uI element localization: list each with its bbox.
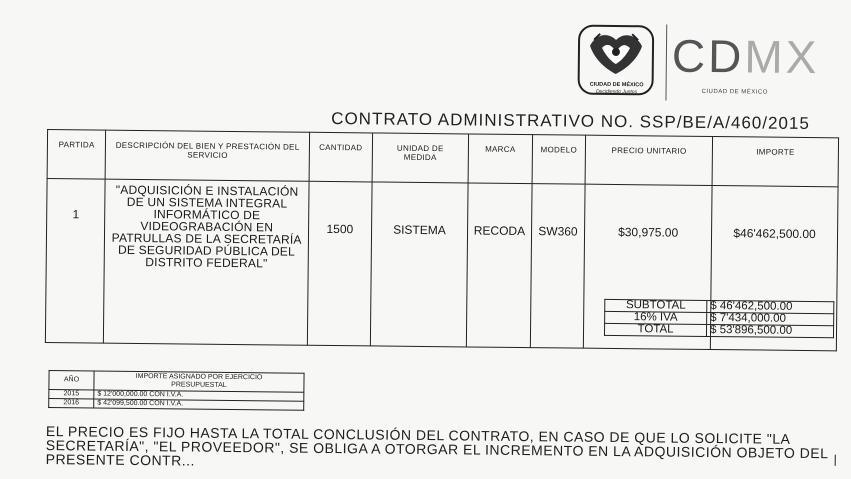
col-modelo: MODELO: [532, 135, 586, 185]
brand-subtitle: CIUDAD DE MÉXICO: [701, 88, 768, 96]
seal-caption: CIUDAD DE MÉXICO: [589, 81, 644, 89]
iva-label: 16% IVA: [605, 311, 707, 324]
cell-cantidad: 1500: [307, 181, 371, 346]
table-header-row: [47, 130, 838, 187]
budget-table: [48, 370, 304, 411]
logo-divider: [665, 25, 667, 101]
col-precio: PRECIO UNITARIO: [585, 135, 712, 185]
iva-value: $ 7'434,000.00: [707, 312, 834, 325]
cell-marca: RECODA: [466, 183, 531, 348]
seal-motto: Decidiendo Juntos: [595, 88, 638, 96]
budget-amount: $ 12'000,000.00 CON I.V.A.: [94, 390, 304, 401]
brand-cd: CD: [671, 29, 745, 83]
cell-modelo: SW360: [530, 184, 585, 349]
cell-importe: $46'462,500.00: [710, 185, 838, 350]
budget-col-year: AÑO: [49, 371, 94, 390]
cell-unidad: SISTEMA: [370, 182, 468, 347]
price-clause-paragraph: EL PRECIO ES FIJO HASTA LA TOTAL CONCLUSIÓN DEL CONTRATO, EN CASO DE QUE LO SOLICITE "LA SECRETARÍA", "EL PROVEEDOR", SE OBLIGA A OTORGAR EL INCREMENTO EN LA ADQUISICIÓN OBJETO DEL PRESENTE CONTR...: [45, 423, 828, 469]
subtotal-label: SUBTOTAL: [605, 299, 707, 312]
col-partida: PARTIDA: [47, 130, 106, 180]
total-label: TOTAL: [604, 323, 706, 336]
col-marca: MARCA: [468, 134, 532, 184]
total-value: $ 53'896,500.00: [706, 324, 833, 337]
col-cantidad: CANTIDAD: [309, 132, 372, 182]
col-descripcion: DESCRIPCIÓN DEL BIEN Y PRESTACIÓN DEL SERVICIO: [105, 130, 309, 181]
budget-year: 2015: [49, 390, 94, 399]
budget-col-amount: IMPORTE ASIGNADO POR EJERCICIO PRESUPUESTAL: [94, 371, 304, 392]
cell-precio: $30,975.00: [583, 184, 712, 349]
brand-mx: MX: [744, 30, 820, 84]
col-unidad: UNIDAD DE MEDIDA: [372, 133, 469, 183]
budget-amount: $ 42'099,500.00 CON I.V.A.: [94, 399, 304, 410]
margin-mark: |: [833, 452, 837, 467]
contract-title: CONTRATO ADMINISTRATIVO NO. SSP/BE/A/460/2015: [331, 109, 810, 134]
cdmx-logo: [671, 29, 820, 84]
totals-row: [604, 323, 833, 337]
subtotal-value: $ 46'462,500.00: [707, 300, 834, 313]
col-importe: IMPORTE: [712, 137, 838, 187]
table-row: [49, 399, 304, 411]
cell-descripcion: "ADQUISICIÓN E INSTALACIÓN DE UN SISTEMA INTEGRAL INFORMÁTICO DE VIDEOGRABACIÓN EN PATRULLAS DE LA SECRETARÍA DE SEGURIDAD PÚBLICA DEL DISTRITO FEDERAL": [104, 179, 309, 345]
budget-year: 2016: [49, 399, 94, 408]
totals-table: [604, 299, 834, 338]
cell-partida: 1: [45, 179, 105, 344]
